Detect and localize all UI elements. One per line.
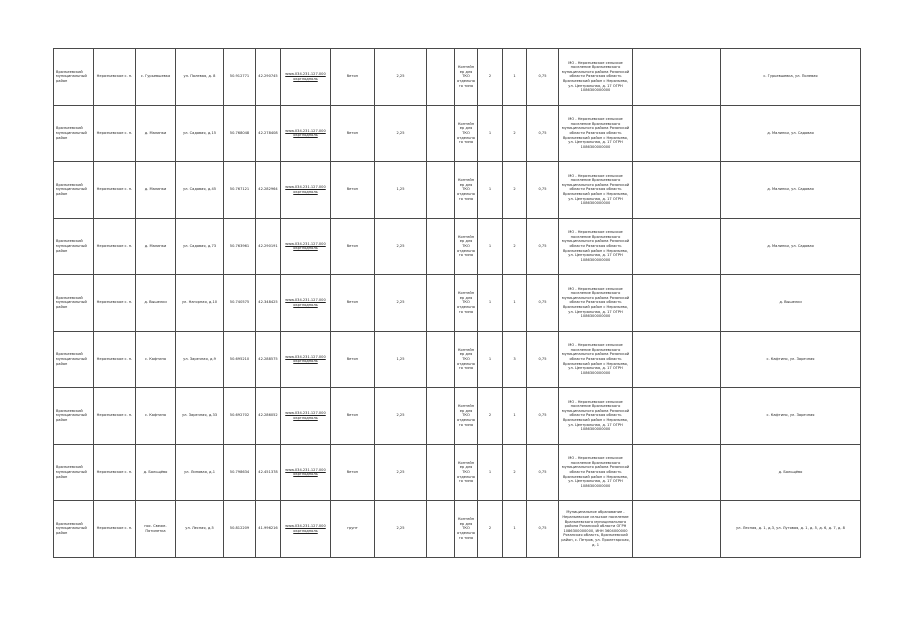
owner-cell: МО - Неразъевское сельское поселение Вразъеевского муниципального района Рязанской области Рязанская область Вразъеевский район с Неразъево, ул. Центральная, д. 17 ОГРН 1086300000000 [559, 105, 633, 162]
map-link-cell [281, 275, 331, 332]
street-cell: ул. Лесная, д.5 [176, 501, 224, 558]
container-type-cell: Контейнер для ТКО отдельного типа [455, 218, 478, 275]
volume-cell: 0,75 [527, 444, 559, 501]
surface-cell: бетон [331, 218, 375, 275]
settlement-cell: Неразъевское с. п. [94, 275, 136, 332]
count-cell: 2 [478, 49, 503, 106]
planned-count-cell: 3 [503, 331, 527, 388]
empty-cell [427, 501, 455, 558]
street-cell: ул. Садовая, д.73 [176, 218, 224, 275]
map-link[interactable]: www.034.231.127.000 окрглодполь [285, 72, 326, 81]
volume-cell: 0,75 [527, 49, 559, 106]
count-cell: 1 [478, 275, 503, 332]
street-cell: ул. Нагорная, д.10 [176, 275, 224, 332]
volume-cell: 0,75 [527, 501, 559, 558]
empty-cell [633, 501, 721, 558]
longitude-cell: 42.290191 [256, 218, 281, 275]
street-cell: ул. Садовая, д.45 [176, 162, 224, 219]
settlement-cell: Неразъевское с. п. [94, 105, 136, 162]
owner-cell: МО - Неразъевское сельское поселение Вразъеевского муниципального района Рязанской области Рязанская область Вразъеевский район с Неразъево, ул. Центральная, д. 17 ОГРН 1086300000000 [559, 49, 633, 106]
surface-cell: бетон [331, 331, 375, 388]
surface-cell: бетон [331, 105, 375, 162]
map-link[interactable]: www.034.231.127.000 окрглодполь [285, 185, 326, 194]
longitude-cell: 41.996216 [256, 501, 281, 558]
map-link-cell [281, 162, 331, 219]
waste-source-cell: д. Малинки, ул. Садовая [721, 218, 861, 275]
locality-cell: с. Кафтино [136, 331, 176, 388]
table-row [54, 275, 861, 332]
count-cell: 2 [478, 501, 503, 558]
locality-cell: д. Больщёво [136, 444, 176, 501]
container-type-cell: Контейнер для ТКО отдельного типа [455, 444, 478, 501]
planned-count-cell: 2 [503, 105, 527, 162]
volume-cell: 0,75 [527, 331, 559, 388]
empty-cell [427, 105, 455, 162]
table-row [54, 501, 861, 558]
area-cell: 2,25 [375, 388, 427, 445]
waste-source-cell: с. Гурьевшевка, ул. Полевая [721, 49, 861, 106]
empty-cell [633, 162, 721, 219]
district-cell: Вразъеевский муниципальный район [54, 162, 94, 219]
table-row [54, 49, 861, 106]
locality-cell: д. Малинки [136, 218, 176, 275]
map-link-cell [281, 388, 331, 445]
count-cell: 1 [478, 331, 503, 388]
empty-cell [427, 162, 455, 219]
district-cell: Вразъеевский муниципальный район [54, 105, 94, 162]
planned-count-cell: 1 [503, 275, 527, 332]
latitude-cell: 50.812209 [224, 501, 256, 558]
district-cell: Вразъеевский муниципальный район [54, 388, 94, 445]
map-link[interactable]: www.034.231.127.000 окрглодполь [285, 524, 326, 533]
owner-cell: МО - Неразъевское сельское поселение Вразъеевского муниципального района Рязанской области Рязанская область Вразъеевский район с Неразъево, ул. Центральная, д. 17 ОГРН 1086300000000 [559, 331, 633, 388]
table-row [54, 218, 861, 275]
longitude-cell: 42.348425 [256, 275, 281, 332]
latitude-cell: 50.763961 [224, 218, 256, 275]
count-cell: 1 [478, 218, 503, 275]
volume-cell: 0,75 [527, 105, 559, 162]
registry-body [54, 49, 861, 558]
map-link-cell [281, 105, 331, 162]
locality-cell: с. Кафтино [136, 388, 176, 445]
longitude-cell: 42.282964 [256, 162, 281, 219]
settlement-cell: Неразъевское с. п. [94, 162, 136, 219]
map-link[interactable]: www.034.231.127.000 окрглодполь [285, 241, 326, 251]
volume-cell: 0,75 [527, 218, 559, 275]
waste-source-cell: с. Кафтино, ул. Заречная [721, 331, 861, 388]
count-cell: 2 [478, 388, 503, 445]
map-link[interactable]: www.034.231.127.000 окрглодполь [285, 354, 326, 364]
empty-cell [427, 218, 455, 275]
map-link-cell [281, 331, 331, 388]
waste-source-cell: д. Вышелки [721, 275, 861, 332]
area-cell: 1,25 [375, 331, 427, 388]
planned-count-cell: 1 [503, 49, 527, 106]
district-cell: Вразъеевский муниципальный район [54, 501, 94, 558]
street-cell: ул. Полевая, д. 8 [176, 49, 224, 106]
container-type-cell: Контейнер для ТКО отдельного типа [455, 501, 478, 558]
volume-cell: 0,75 [527, 275, 559, 332]
table-row [54, 162, 861, 219]
longitude-cell: 42.278408 [256, 105, 281, 162]
settlement-cell: Неразъевское с. п. [94, 218, 136, 275]
empty-cell [633, 275, 721, 332]
latitude-cell: 50.912771 [224, 49, 256, 106]
street-cell: ул. Липовая, д.1 [176, 444, 224, 501]
waste-source-cell: ул. Лесная, д. 1, д.3, ул. Луговая, д. 1, д. 5, д. 6, д. 7, д. 8 [721, 501, 861, 558]
empty-cell [427, 331, 455, 388]
waste-source-cell: д. Больщёво [721, 444, 861, 501]
container-type-cell: Контейнер для ТКО отдельного типа [455, 162, 478, 219]
owner-cell: МО - Неразъевское сельское поселение Вразъеевского муниципального района Рязанской области Рязанская область Вразъеевский район с Неразъево, ул. Центральная, д. 17 ОГРН 1086300000000 [559, 444, 633, 501]
container-type-cell: Контейнер для ТКО отдельного типа [455, 388, 478, 445]
planned-count-cell: 2 [503, 444, 527, 501]
area-cell: 2,25 [375, 275, 427, 332]
empty-cell [633, 388, 721, 445]
container-type-cell: Контейнер для ТКО отдельного типа [455, 105, 478, 162]
owner-cell: Муниципальное образование - Неразъевское сельское поселение Вразъеевского муниципального района Рязанской области ОГРН 1086300000000, ИНН 3604000000 Рязанская область, Вразъеевский район, с. Петров, ул. Пролетарская, д. 1 [559, 501, 633, 558]
registry-table [53, 48, 861, 558]
longitude-cell: 42.286052 [256, 388, 281, 445]
district-cell: Вразъеевский муниципальный район [54, 331, 94, 388]
empty-cell [427, 275, 455, 332]
settlement-cell: Неразъевское с. п. [94, 444, 136, 501]
latitude-cell: 50.768048 [224, 105, 256, 162]
surface-cell: бетон [331, 49, 375, 106]
waste-source-cell: с. Кафтино, ул. Заречная [721, 388, 861, 445]
settlement-cell: Неразъевское с. п. [94, 331, 136, 388]
latitude-cell: 50.767121 [224, 162, 256, 219]
district-cell: Вразъеевский муниципальный район [54, 218, 94, 275]
planned-count-cell: 1 [503, 501, 527, 558]
count-cell: 1 [478, 105, 503, 162]
owner-cell: МО - Неразъевское сельское поселение Вразъеевского муниципального района Рязанской области Рязанская область Вразъеевский район с Неразъево, ул. Центральная, д. 17 ОГРН 1086300000000 [559, 218, 633, 275]
planned-count-cell: 2 [503, 218, 527, 275]
empty-cell [633, 49, 721, 106]
surface-cell: грунт [331, 501, 375, 558]
empty-cell [633, 218, 721, 275]
longitude-cell: 42.451378 [256, 444, 281, 501]
area-cell: 1,25 [375, 162, 427, 219]
map-link[interactable]: www.034.231.127.000 окрглодполь [285, 411, 326, 420]
owner-cell: МО - Неразъевское сельское поселение Вразъеевского муниципального района Рязанской области Рязанская область Вразъеевский район с Неразъево, ул. Центральная, д. 17 ОГРН 1086300000000 [559, 162, 633, 219]
latitude-cell: 50.798634 [224, 444, 256, 501]
locality-cell: пос. Свеже-Пятилетка [136, 501, 176, 558]
district-cell: Вразъеевский муниципальный район [54, 49, 94, 106]
map-link[interactable]: www.034.231.127.000 окрглодполь [285, 298, 326, 307]
map-link-cell [281, 218, 331, 275]
empty-cell [633, 105, 721, 162]
container-type-cell: Контейнер для ТКО отдельного типа [455, 331, 478, 388]
table-row [54, 444, 861, 501]
latitude-cell: 50.740575 [224, 275, 256, 332]
latitude-cell: 50.692702 [224, 388, 256, 445]
latitude-cell: 50.695210 [224, 331, 256, 388]
volume-cell: 0,75 [527, 388, 559, 445]
settlement-cell: Неразъевское с. п. [94, 388, 136, 445]
empty-cell [427, 444, 455, 501]
street-cell: ул. Заречная, д.33 [176, 388, 224, 445]
area-cell: 2,25 [375, 49, 427, 106]
count-cell: 1 [478, 444, 503, 501]
empty-cell [633, 331, 721, 388]
map-link-cell [281, 501, 331, 558]
area-cell: 2,25 [375, 501, 427, 558]
map-link-cell [281, 49, 331, 106]
planned-count-cell: 1 [503, 388, 527, 445]
empty-cell [633, 444, 721, 501]
area-cell: 2,25 [375, 444, 427, 501]
map-link[interactable]: www.034.231.127.000 окрглодполь [285, 467, 326, 477]
settlement-cell: Неразъевское с. п. [94, 501, 136, 558]
owner-cell: МО - Неразъевское сельское поселение Вразъеевского муниципального района Рязанской области Рязанская область Вразъеевский район с Неразъево, ул. Центральная, д. 17 ОГРН 1086300000000 [559, 388, 633, 445]
longitude-cell: 42.288575 [256, 331, 281, 388]
area-cell: 2,25 [375, 218, 427, 275]
area-cell: 2,25 [375, 105, 427, 162]
volume-cell: 0,75 [527, 162, 559, 219]
locality-cell: д. Вышелки [136, 275, 176, 332]
container-type-cell: Контейнер для ТКО отдельного типа [455, 49, 478, 106]
empty-cell [427, 49, 455, 106]
waste-source-cell: д. Малинки, ул. Садовая [721, 105, 861, 162]
locality-cell: д. Малинки [136, 105, 176, 162]
container-type-cell: Контейнер для ТКО отдельного типа [455, 275, 478, 332]
map-link-cell [281, 444, 331, 501]
table-row [54, 105, 861, 162]
map-link[interactable]: www.034.231.127.000 окрглодполь [285, 128, 326, 138]
locality-cell: с. Гурьевшевка [136, 49, 176, 106]
district-cell: Вразъеевский муниципальный район [54, 275, 94, 332]
empty-cell [427, 388, 455, 445]
waste-source-cell: д. Малинки, ул. Садовая [721, 162, 861, 219]
surface-cell: бетон [331, 444, 375, 501]
street-cell: ул. Заречная, д.9 [176, 331, 224, 388]
surface-cell: бетон [331, 388, 375, 445]
settlement-cell: Неразъевское с. п. [94, 49, 136, 106]
count-cell: 1 [478, 162, 503, 219]
planned-count-cell: 2 [503, 162, 527, 219]
street-cell: ул. Садовая, д.15 [176, 105, 224, 162]
surface-cell: бетон [331, 162, 375, 219]
district-cell: Вразъеевский муниципальный район [54, 444, 94, 501]
owner-cell: МО - Неразъевское сельское поселение Вразъеевского муниципального района Рязанской области Рязанская область Вразъеевский район с Неразъево, ул. Центральная, д. 17 ОГРН 1086300000000 [559, 275, 633, 332]
longitude-cell: 42.290745 [256, 49, 281, 106]
surface-cell: бетон [331, 275, 375, 332]
locality-cell: д. Малинки [136, 162, 176, 219]
table-row [54, 388, 861, 445]
table-row [54, 331, 861, 388]
